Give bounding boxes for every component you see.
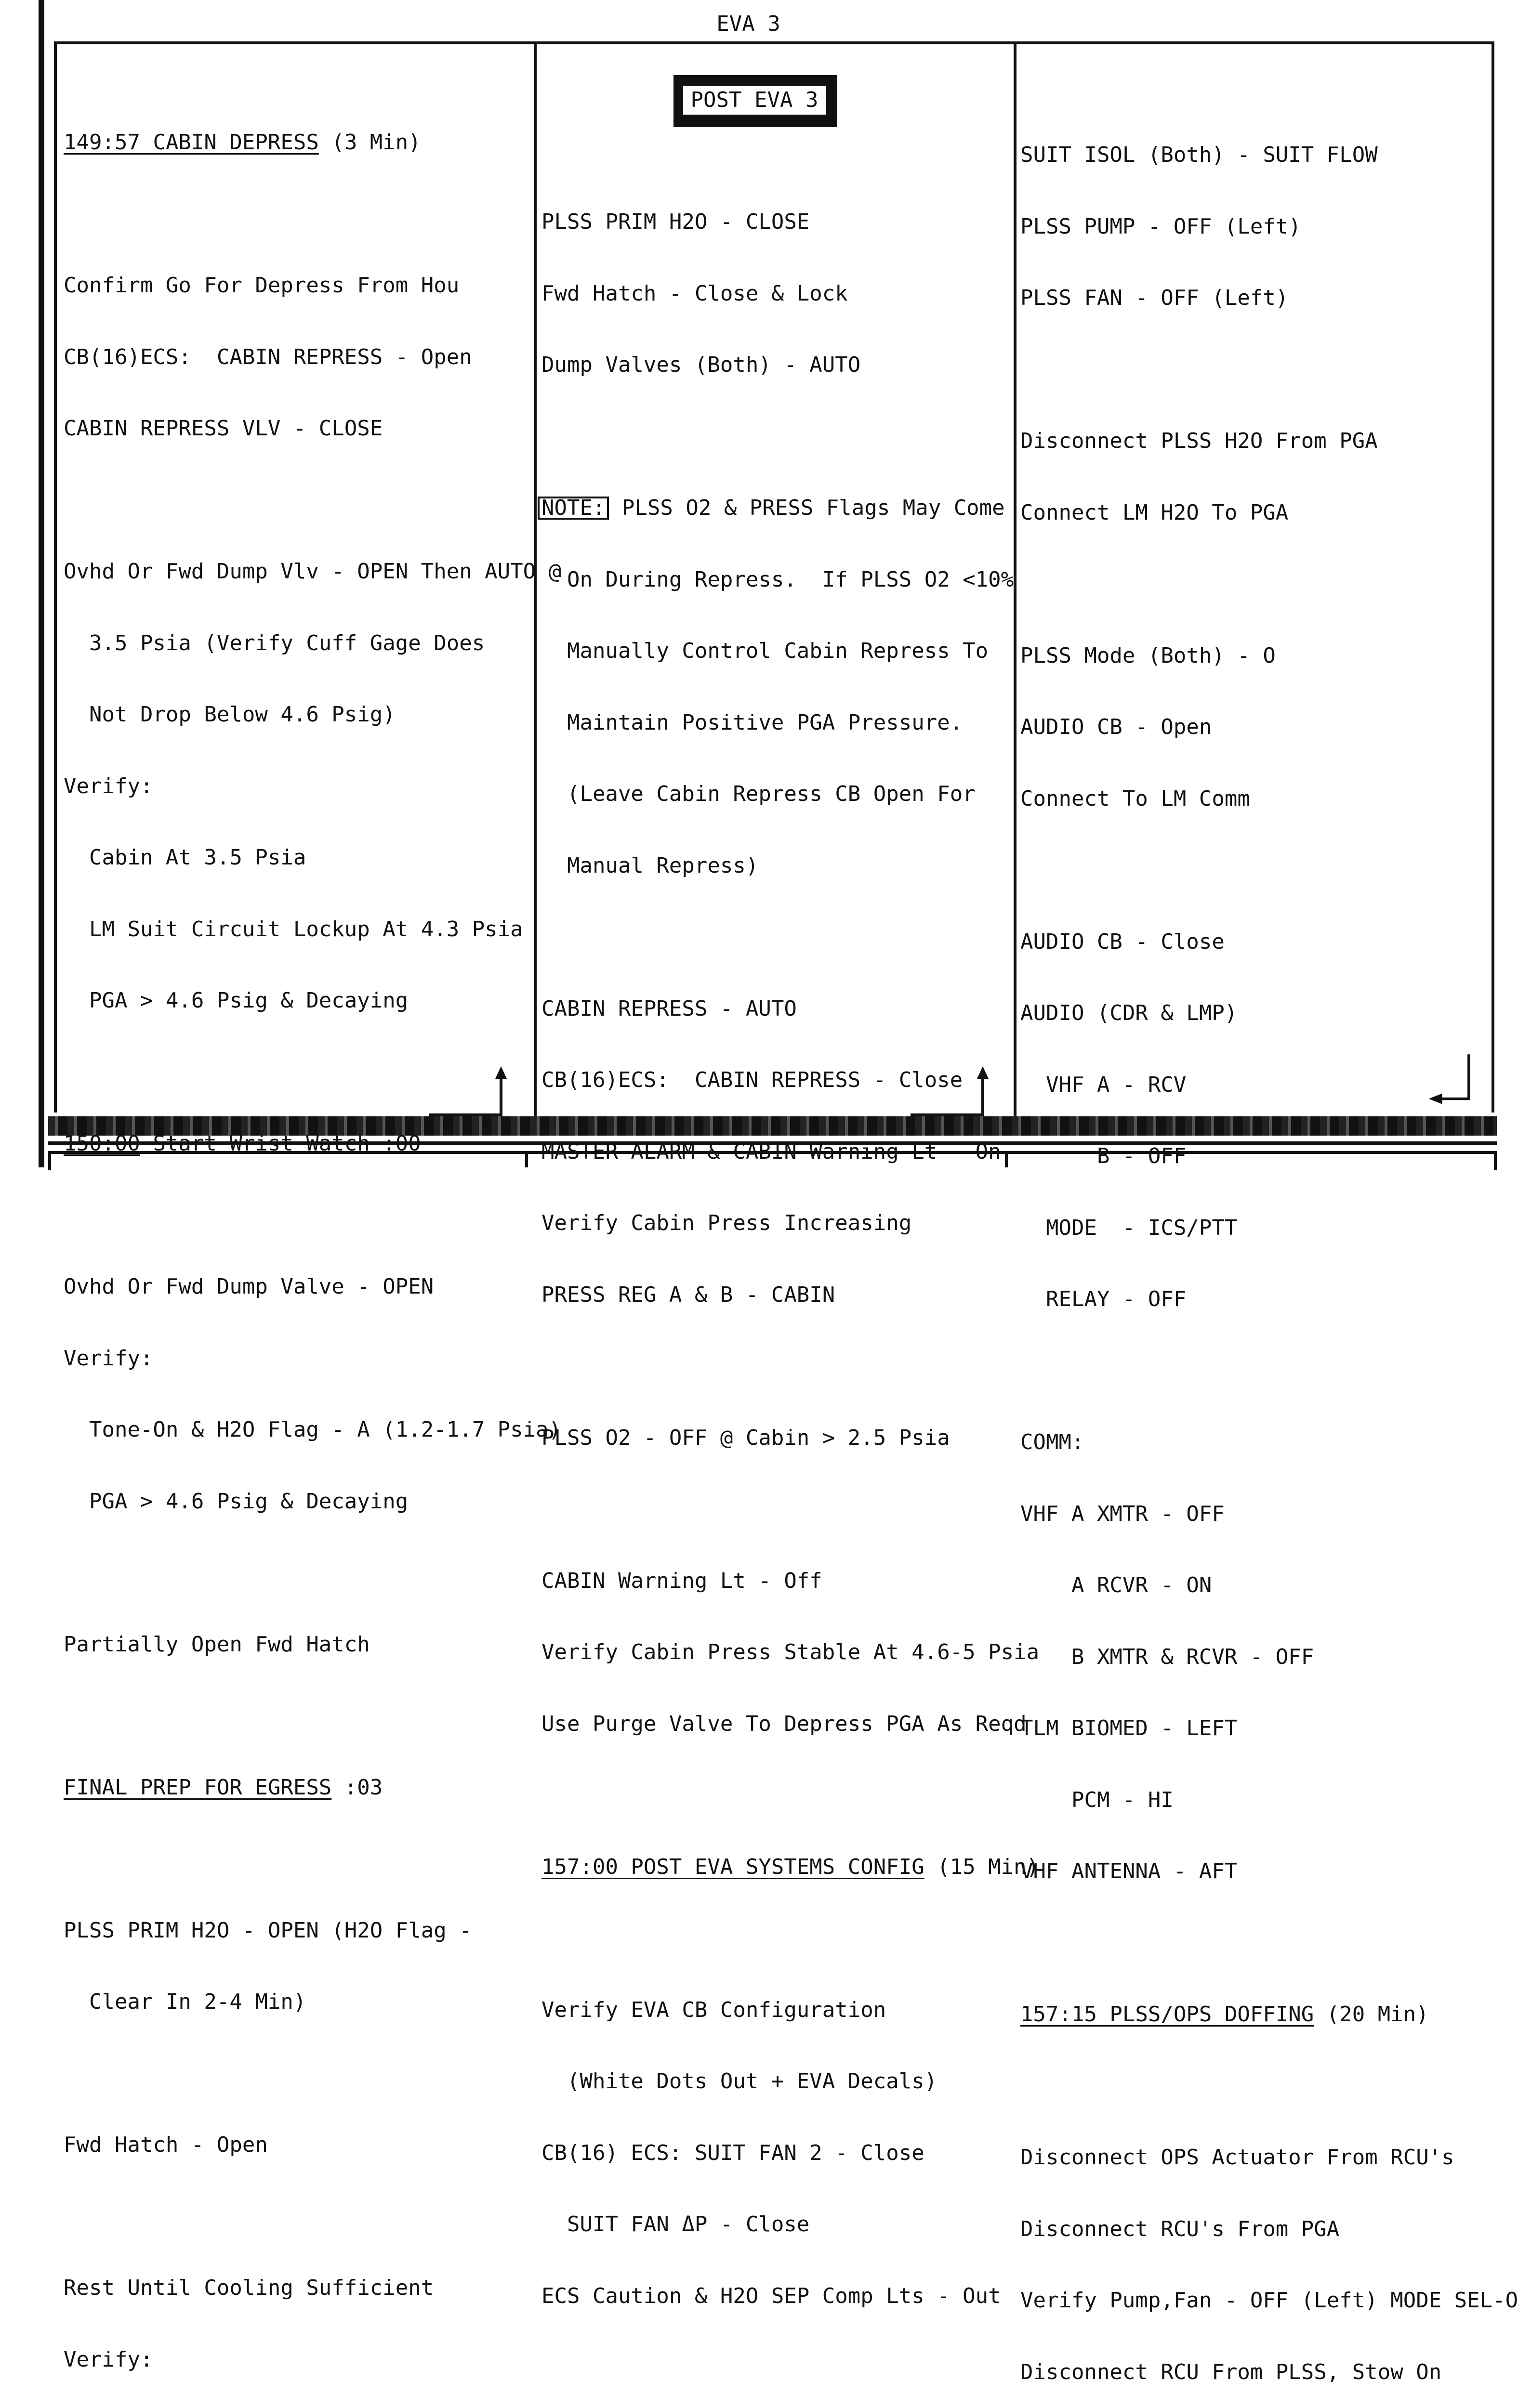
heading-time: 149:57 [64,130,140,155]
checklist-line: CB(16)ECS: CABIN REPRESS - Open [64,344,472,369]
note-line: (Leave Cabin Repress CB Open For [541,782,976,806]
checklist-line: Disconnect RCU From PLSS, Stow On [1020,2359,1442,2384]
checklist-line: Disconnect PLSS H2O From PGA [1020,429,1378,453]
page-title: EVA 3 [716,12,780,36]
checklist-line: Use Purge Valve To Depress PGA As Reqd [541,1711,1027,1736]
section-heading-cabin-depress [64,131,561,155]
checklist-line: Verify Pump,Fan - OFF (Left) MODE SEL-O [1020,2288,1518,2313]
checklist-line: SUIT FAN ΔP - Close [541,2212,810,2237]
checklist-line: PLSS O2 - OFF @ Cabin > 2.5 Psia [541,1425,950,1450]
checklist-line: Fwd Hatch - Close & Lock [541,281,848,306]
checklist-line: TLM BIOMED - LEFT [1020,1716,1238,1741]
checklist-line: B - OFF [1020,1144,1187,1168]
doffing-duration: (20 Min) [1314,2002,1429,2027]
checklist-line: Ovhd Or Fwd Dump Vlv - OPEN Then AUTO @ [64,559,562,584]
note-label: NOTE: [538,497,609,520]
note-line: On During Repress. If PLSS O2 <10% [541,567,1014,592]
checklist-line: A RCVR - ON [1020,1573,1212,1597]
checklist-line: RELAY - OFF [1020,1287,1187,1311]
checklist-line: CB(16)ECS: CABIN REPRESS - Close [541,1068,963,1092]
checklist-line: VHF A XMTR - OFF [1020,1501,1225,1526]
checklist-line: Cabin At 3.5 Psia [64,845,306,870]
checklist-line: MASTER ALARM & CABIN Warning Lt - On [541,1139,1001,1164]
config-duration: (15 Min) [924,1854,1040,1879]
heading-duration: (3 Min) [331,130,421,155]
watch-text: Start Wrist Watch :00 [140,1131,421,1156]
checklist-line: Fwd Hatch - Open [64,2133,268,2157]
checklist-line: Verify Cabin Press Increasing [541,1211,912,1235]
checklist-line: Tone-On & H2O Flag - A (1.2-1.7 Psia) [64,1417,562,1442]
checklist-line: AUDIO (CDR & LMP) [1020,1001,1238,1025]
checklist-line: Verify: [64,1346,153,1371]
checklist-line: VHF ANTENNA - AFT [1020,1859,1238,1884]
column-cabin-depress [64,83,561,2408]
checklist-line: AUDIO CB - Close [1020,929,1225,954]
checklist-line: PCM - HI [1020,1787,1174,1812]
checklist-line: Connect To LM Comm [1020,786,1250,811]
checklist-line: (White Dots Out + EVA Decals) [541,2069,937,2094]
note-line: Maintain Positive PGA Pressure. [541,710,963,735]
checklist-line: COMM: [1020,1430,1084,1454]
checklist-line: PLSS PRIM H2O - CLOSE [541,209,810,234]
checklist-line: Rest Until Cooling Sufficient [64,2276,434,2300]
continue-arrow-icon [906,1064,988,1122]
return-arrow-icon [1421,1050,1503,1108]
checklist-line: AUDIO CB - Open [1020,715,1212,739]
checklist-line: PGA > 4.6 Psig & Decaying [64,1489,409,1514]
note-line: Manual Repress) [541,853,759,878]
checklist-line: Verify: [64,773,153,798]
checklist-line: PLSS Mode (Both) - O [1020,643,1276,668]
checklist-line: PLSS FAN - OFF (Left) [1020,286,1289,310]
config-title: 157:00 POST EVA SYSTEMS CONFIG [541,1854,924,1879]
watch-time: 150:00 [64,1131,140,1156]
checklist-line: PLSS PUMP - OFF (Left) [1020,214,1301,239]
checklist-line: Disconnect RCU's From PGA [1020,2216,1340,2241]
note-first-line: PLSS O2 & PRESS Flags May Come [609,496,1005,520]
checklist-line: PGA > 4.6 Psig & Decaying [64,988,409,1013]
checklist-line: PLSS PRIM H2O - OPEN (H2O Flag - [64,1918,472,1943]
continue-arrow-icon [424,1064,506,1122]
egress-title: FINAL PREP FOR EGRESS [64,1775,332,1800]
checklist-line: CABIN Warning Lt - Off [541,1568,822,1593]
checklist-line: Clear In 2-4 Min) [64,1989,306,2014]
checklist-line: CABIN REPRESS VLV - CLOSE [64,416,383,441]
column-post-eva [541,162,1039,2408]
checklist-line: SUIT ISOL (Both) - SUIT FLOW [1020,143,1378,167]
checklist-line: MODE - ICS/PTT [1020,1215,1238,1240]
watch-line [64,1132,561,1156]
checklist-line: Verify: [64,2347,153,2372]
doffing-title: 157:15 PLSS/OPS DOFFING [1020,2002,1314,2027]
post-eva-title: POST EVA 3 [681,84,828,117]
section-heading-final-prep [64,1776,561,1800]
checklist-line: PRESS REG A & B - CABIN [541,1282,835,1307]
note-line: Manually Control Cabin Repress To [541,639,989,663]
egress-time: :03 [331,1775,383,1800]
heading-title: CABIN DEPRESS [153,130,319,155]
checklist-line: B XMTR & RCVR - OFF [1020,1644,1314,1669]
checklist-line: Dump Valves (Both) - AUTO [541,353,861,377]
checklist-line: CABIN REPRESS - AUTO [541,996,797,1021]
checklist-line: Confirm Go For Depress From Hou [64,273,460,298]
checklist-line: CB(16) ECS: SUIT FAN 2 - Close [541,2140,924,2165]
column-doffing [1020,95,1518,2408]
checklist-line: Verify EVA CB Configuration [541,1997,886,2022]
post-eva-title-box [673,75,837,127]
checklist-line: Ovhd Or Fwd Dump Valve - OPEN [64,1274,434,1299]
section-heading-doffing [1020,2002,1518,2027]
checklist-line: VHF A - RCV [1020,1072,1187,1097]
checklist-line: Partially Open Fwd Hatch [64,1632,370,1657]
checklist-line: Disconnect OPS Actuator From RCU's [1020,2145,1454,2170]
checklist-line: Connect LM H2O To PGA [1020,500,1289,525]
page-left-edge-rule [39,0,44,1167]
checklist-line: LM Suit Circuit Lockup At 4.3 Psia [64,916,523,942]
section-heading-systems-config [541,1855,1039,1879]
checklist-line: 3.5 Psia (Verify Cuff Gage Does [64,630,485,655]
checklist-line: Verify Cabin Press Stable At 4.6-5 Psia [541,1640,1040,1664]
checklist-line: Not Drop Below 4.6 Psig) [64,702,396,727]
note-line [541,496,1039,520]
checklist-line: ECS Caution & H2O SEP Comp Lts - Out [541,2283,1001,2308]
